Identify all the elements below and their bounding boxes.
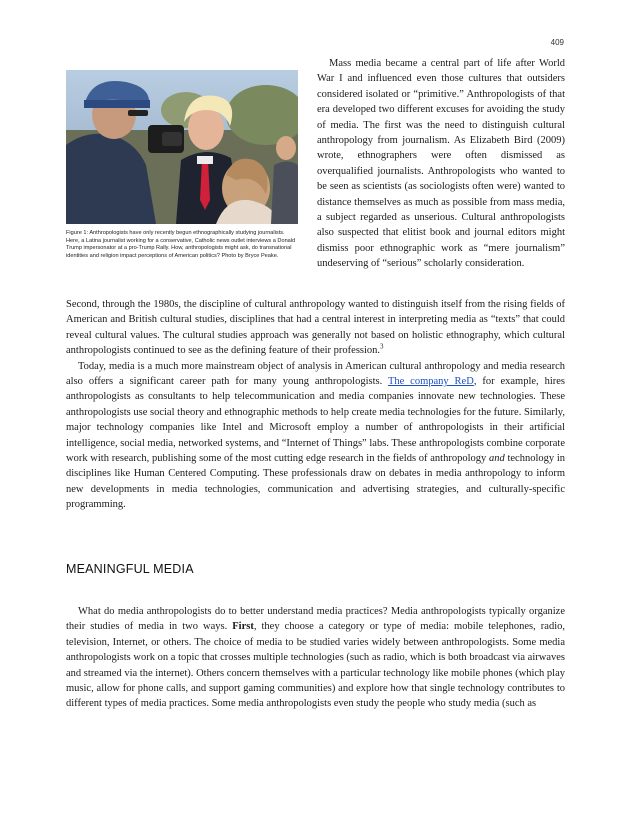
footnote-marker[interactable]: 3 — [380, 342, 384, 351]
section-paragraph — [66, 604, 565, 712]
career-text-start: Today, media is a much more mainstream object of analysis in American cultural anthropology and media research also offers a significant career path for many young anthropologists. — [66, 360, 565, 388]
red-company-link[interactable]: The company ReD — [387, 376, 474, 388]
rally-photo — [66, 70, 298, 224]
section-text — [66, 604, 565, 712]
career-paragraph — [66, 359, 565, 513]
section-text-start: What do media anthropologists do to better understand media practices? Media anthropologists typically organize their studies of media in two ways. — [66, 606, 565, 633]
continuation-text: Second, through the 1980s, the discipline of cultural anthropology wanted to distinguish itself from the rising fields of American and British cultural studies, disciplines that had a central interest in interpreting media as “texts” that could reveal cultural values. The cultural studies approach was generally not based on holistic ethnography, which cultural anthropologists continued to see as the defining feature of their profession. — [66, 299, 565, 357]
emphasis-and: and — [488, 453, 505, 465]
intro-text-column — [317, 56, 565, 272]
body-text — [66, 297, 565, 513]
figure-caption: Figure 1: Anthropologists have only recently begun ethnographically studying journalists. Here, a Latina journalist working for a conservative, Catholic news outlet interviews a Donald Trump impersonator at a pro-Trump Rally. How, anthropologists might ask, do transnational identities and religion impact perceptions of American politics? Photo by Bryce Peake. — [66, 230, 296, 259]
figure — [66, 70, 298, 260]
page-number: 409 — [550, 38, 564, 47]
intro-paragraph: Mass media became a central part of life after World War I and influenced even those cultures that outsiders considered isolated or “primitive.” Anthropologists of that era developed two different excuses for avoiding the study of media. The first was the need to distinguish cultural anthropology from journalism. As Elizabeth Bird (2009) wrote, ethnographers were often dismissed as overqualified journalists. Anthropologists who wanted to be seen as scientists (as sociologists often were) wanted to distance themselves as much as possible from mass media, a subject regarded as unserious. Cultural anthropologists also suspected that elitist book and journal editors might dismiss poor ethnographic work as “mere journalism” undeserving of “serious” scholarly consideration. — [317, 58, 565, 270]
bold-first: First — [232, 621, 254, 633]
career-text-end: technology in disciplines like Human Centered Computing. These professionals draw on debates in media anthropology to inform new developments in media technologies, communication and advertising strategies, and culturally-specific programming. — [66, 453, 566, 511]
section-heading: MEANINGFUL MEDIA — [66, 562, 194, 576]
continuation-paragraph — [66, 297, 565, 359]
career-text-middle: , for example, hires anthropologists as consultants to help telecommunication and media companies innovate new technologies. These anthropologists use social theory and ethnographic methods to help create media technologies for the future. Similarly, major technology companies like Intel and Microsoft employ a number of anthropologists in their artificial intelligence, social media, networked systems, and “Internet of Things” labs. These anthropologists combine corporate work with research, publishing some of the most cutting edge research in the fields of anthropology — [66, 376, 565, 465]
section-text-rest: , they choose a category or type of media: mobile telephones, radio, television, Internet, or others. The choice of media to be studied varies widely between anthropologists. Some media anthropologists work on a topic that crosses multiple technologies (such as radio, which is both broadcast via airwaves and streamed via the internet). Others concern themselves with a particular technology like mobile phones (which play music, allow for phone calls, and support gaming communities) and explore how that single technology contributes to different types of media practices. Some media anthropologists even study the people who study media (such as — [66, 621, 566, 710]
